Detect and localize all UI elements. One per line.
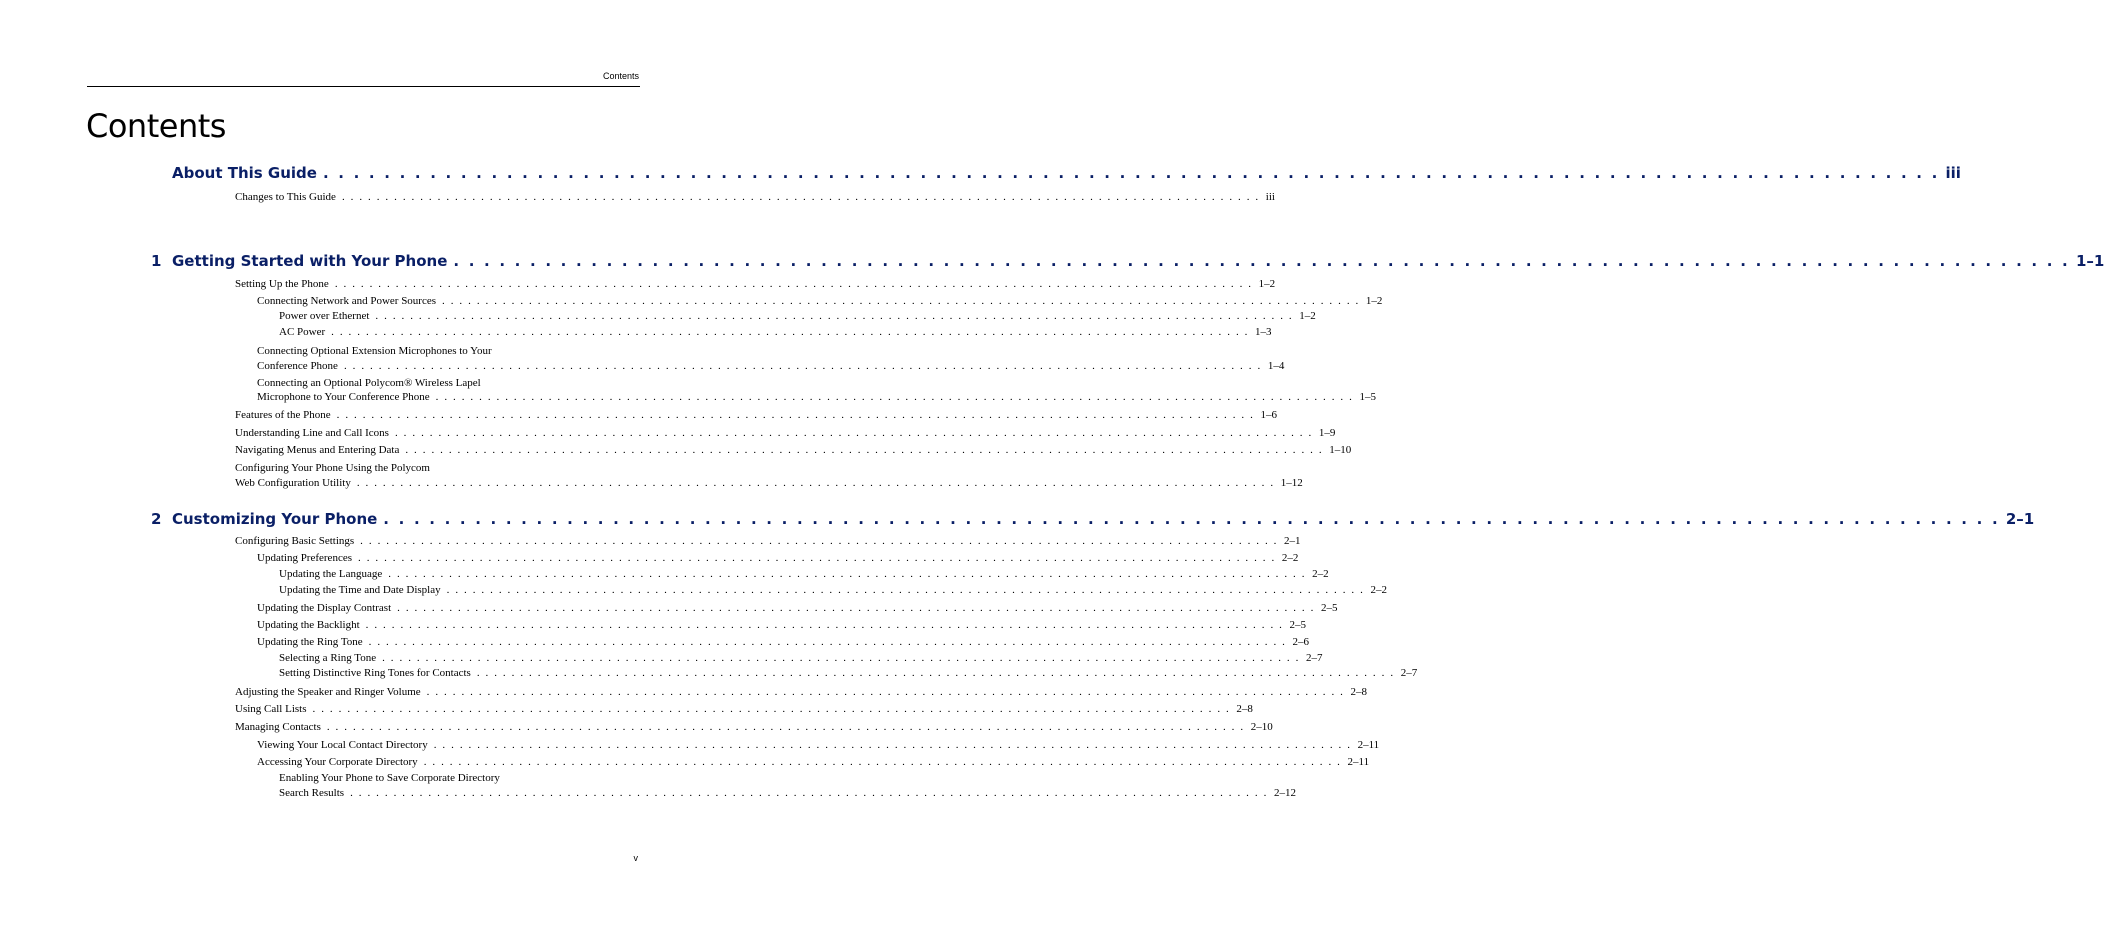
toc-distinct-ring-title: Setting Distinctive Ring Tones for Contacts	[279, 667, 471, 679]
toc-leader: . . . . . . . . . . . . . . . . . . . . . . . . . . . . . . . . . . . . . . . . . . . . . . . . . . . . . . . . . . . . . . . . . . . . . . . . . . . . . . . . . . . . . . . . . . . . . . . . . . . . . . . . . .	[334, 278, 1253, 290]
toc-ext-mic-line1: Connecting Optional Extension Microphones to Your	[257, 345, 492, 357]
toc-leader: . . . . . . . . . . . . . . . . . . . . . . . . . . . . . . . . . . . . . . . . . . . . . . . . . . . . . . . . . . . . . . . . . . . . . . . . . . . . . . . . . . . . . . . . . . . . . . . . . . . . . . . . . .	[405, 444, 1324, 456]
toc-setup-title: Setting Up the Phone	[235, 278, 329, 290]
toc-lang-page: 2–2	[1312, 568, 1329, 580]
toc-save-corp-page: 2–12	[1273, 787, 1296, 799]
toc-volume-title: Adjusting the Speaker and Ringer Volume	[235, 686, 421, 698]
toc-ring[interactable]	[257, 636, 1310, 648]
toc-basic-page: 2–1	[1284, 535, 1301, 547]
toc-ac-power[interactable]	[279, 326, 1272, 338]
toc-leader: . . . . . . . . . . . . . . . . . . . . . . . . . . . . . . . . . . . . . . . . . . . . . . . . . . . . . . . . . . . . . . . . . . . . . . . . . . . . . . . . . . . . . . . . . . . . . . . . . . . . . . . . . .	[331, 326, 1249, 338]
toc-lapel-title: Microphone to Your Conference Phone	[257, 391, 430, 403]
toc-leader: . . . . . . . . . . . . . . . . . . . . . . . . . . . . . . . . . . . . . . . . . . . . . . . . . . . . . . . . . . . . . . . . . . . . . . . . . . . . . . . . . . . . . . . . . . . . . . . . . . . . . . . . . .	[476, 667, 1395, 679]
toc-lang-title: Updating the Language	[279, 568, 383, 580]
toc-time[interactable]	[279, 584, 1387, 596]
toc-lapel-page: 1–5	[1359, 391, 1376, 403]
toc-leader: . . . . . . . . . . . . . . . . . . . . . . . . . . . . . . . . . . . . . . . . . . . . . . . . . . . . . . . . . . . . . . . . . . . . . . . . . . . . . . . . . . . . . . . . . . . . . . . . . . . . . . . . . .	[336, 409, 1255, 421]
toc-leader: . . . . . . . . . . . . . . . . . . . . . . . . . . . . . . . . . . . . . . . . . . . . . . . . . . . . . . . . . . . . . . . . . . . . . . . . . . . . . . . . . . . . . . . . . . . . . . . . . . . . . . . . . .	[368, 636, 1287, 648]
toc-connect-net-title: Connecting Network and Power Sources	[257, 295, 437, 307]
toc-save-corp-line1: Enabling Your Phone to Save Corporate Directory	[279, 772, 500, 784]
toc-lapel[interactable]	[257, 391, 1376, 403]
toc-time-title: Updating the Time and Date Display	[279, 584, 441, 596]
toc-chapter-1[interactable]	[172, 252, 2104, 270]
toc-call-lists[interactable]	[235, 703, 1253, 715]
toc-icons-page: 1–9	[1318, 427, 1336, 439]
toc-prefs-page: 2–2	[1281, 552, 1299, 564]
toc-contrast-page: 2–5	[1320, 602, 1338, 614]
toc-corp-dir[interactable]	[257, 756, 1370, 768]
toc-leader: . . . . . . . . . . . . . . . . . . . . . . . . . . . . . . . . . . . . . . . . . . . . . . . . . . . . . . . . . . . . . . . . . . . . . . . . . . . . . . . . . . . . . . . . . . . . . . . . . . . . . . . . . .	[423, 756, 1342, 768]
toc-leader: . . . . . . . . . . . . . . . . . . . . . . . . . . . . . . . . . . . . . . . . . . . . . . . . . . . . . . . . . . . . . . . . . . . . . . . . . . . . . . . . . . . . . . . . . . . . . . . . . . . . . . . . . .	[343, 360, 1262, 372]
toc-corp-dir-title: Accessing Your Corporate Directory	[257, 756, 418, 768]
toc-leader: . . . . . . . . . . . . . . . . . . . . . . . . . . . . . . . . . . . . . . . . . . . . . . . . . . . . . . . . . . . . . . . . . . . . . . . . . . . . . . . . . . . . . . . . . . . . . . . . . . . . . . . . . .	[394, 427, 1313, 439]
toc-connect-net[interactable]	[257, 295, 1383, 307]
toc-leader: . . . . . . . . . . . . . . . . . . . . . . . . . . . . . . . . . . . . . . . . . . . . . . . . . . . . . . . . . . . . . . . . . . . . . . . . . . . . . . . . . . . . . . . . . . . . . . . . . . . . . . . . . .	[435, 391, 1354, 403]
toc-prefs-title: Updating Preferences	[257, 552, 352, 564]
toc-call-lists-page: 2–8	[1236, 703, 1253, 715]
toc-icons[interactable]	[235, 427, 1336, 439]
header-rule	[87, 86, 640, 87]
chapter-1-number: 1	[151, 252, 162, 270]
toc-leader: . . . . . . . . . . . . . . . . . . . . . . . . . . . . . . . . . . . . . . . . . . . . . . . . . . . . . . . . . . . . . . . . . . . . . . . . . . . . . . . . . . . . . . . . . . . . . . . . . . . . . . . . . .	[375, 310, 1294, 322]
toc-leader: . . . . . . . . . . . . . . . . . . . . . . . . . . . . . . . . . . . . . . . . . . . . . . . . . . . . . . . . . . . . . . . . . . . . . . . . . . . . . . . . . . . . . . . . . . . . . . . . . . . . . . . . . .	[365, 619, 1284, 631]
toc-poe[interactable]	[279, 310, 1316, 322]
toc-ext-mic-title: Conference Phone	[257, 360, 338, 372]
toc-contrast[interactable]	[257, 602, 1338, 614]
toc-ring-page: 2–6	[1292, 636, 1310, 648]
toc-leader: . . . . . . . . . . . . . . . . . . . . . . . . . . . . . . . . . . . . . . . . . . . . . . . . . . . . . . . . . . . . . . . . . . . . . . . . . . . . . . . . . . . . . . . . . . . . . . . . . . . . . . . . . .	[358, 552, 1276, 564]
toc-ring-title: Updating the Ring Tone	[257, 636, 363, 648]
toc-leader: . . . . . . . . . . . . . . . . . . . . . . . . . . . . . . . . . . . . . . . . . . . . . . . . . . . . . . . . . . . . . . . . . . . . . . . . . . . . . . . . . . . . . . . . . . . . . . . . . . . . . . . . . .	[383, 510, 2000, 528]
toc-basic-title: Configuring Basic Settings	[235, 535, 355, 547]
running-header: Contents	[602, 71, 639, 81]
toc-features[interactable]	[235, 409, 1277, 421]
toc-features-page: 1–6	[1260, 409, 1277, 421]
toc-contrast-title: Updating the Display Contrast	[257, 602, 392, 614]
toc-leader: . . . . . . . . . . . . . . . . . . . . . . . . . . . . . . . . . . . . . . . . . . . . . . . . . . . . . . . . . . . . . . . . . . . . . . . . . . . . . . . . . . . . . . . . . . . . . . . . . . . . . . . . . .	[388, 568, 1307, 580]
toc-leader: . . . . . . . . . . . . . . . . . . . . . . . . . . . . . . . . . . . . . . . . . . . . . . . . . . . . . . . . . . . . . . . . . . . . . . . . . . . . . . . . . . . . . . . . . . . . . . . . . . . . . . . . . .	[433, 739, 1352, 751]
toc-poe-title: Power over Ethernet	[279, 310, 370, 322]
toc-backlight[interactable]	[257, 619, 1307, 631]
toc-select-ring[interactable]	[279, 652, 1323, 664]
toc-contacts-page: 2–10	[1250, 721, 1273, 733]
toc-leader: . . . . . . . . . . . . . . . . . . . . . . . . . . . . . . . . . . . . . . . . . . . . . . . . . . . . . . . . . . . . . . . . . . . . . . . . . . . . . . . . . . . . . . . . . . . . . . . . . . . . . . . . . .	[446, 584, 1365, 596]
toc-time-page: 2–2	[1370, 584, 1387, 596]
toc-lapel-line1: Connecting an Optional Polycom® Wireless Lapel	[257, 377, 481, 389]
toc-chapter-2[interactable]	[172, 510, 2035, 528]
toc-prefs[interactable]	[257, 552, 1299, 564]
toc-leader: . . . . . . . . . . . . . . . . . . . . . . . . . . . . . . . . . . . . . . . . . . . . . . . . . . . . . . . . . . . . . . . . . . . . . . . . . . . . . . . . . . . . . . . . . . . . . . . . . . . . . . . . . .	[322, 164, 1940, 182]
toc-volume[interactable]	[235, 686, 1368, 698]
toc-chapter-1-page: 1–1	[2075, 252, 2104, 270]
toc-webcfg-line1: Configuring Your Phone Using the Polycom	[235, 462, 430, 474]
toc-leader: . . . . . . . . . . . . . . . . . . . . . . . . . . . . . . . . . . . . . . . . . . . . . . . . . . . . . . . . . . . . . . . . . . . . . . . . . . . . . . . . . . . . . . . . . . . . . . . . . . . . . . . . . .	[312, 703, 1231, 715]
toc-leader: . . . . . . . . . . . . . . . . . . . . . . . . . . . . . . . . . . . . . . . . . . . . . . . . . . . . . . . . . . . . . . . . . . . . . . . . . . . . . . . . . . . . . . . . . . . . . . . . . . . . . . . . . .	[426, 686, 1345, 698]
toc-leader: . . . . . . . . . . . . . . . . . . . . . . . . . . . . . . . . . . . . . . . . . . . . . . . . . . . . . . . . . . . . . . . . . . . . . . . . . . . . . . . . . . . . . . . . . . . . . . . . . . . . . . . . . .	[453, 252, 2070, 270]
toc-icons-title: Understanding Line and Call Icons	[235, 427, 389, 439]
toc-distinct-ring[interactable]	[279, 667, 1418, 679]
toc-changes-page: iii	[1265, 191, 1275, 203]
toc-local-dir-title: Viewing Your Local Contact Directory	[257, 739, 428, 751]
toc-webcfg-page: 1–12	[1280, 477, 1303, 489]
toc-changes-title: Changes to This Guide	[235, 191, 336, 203]
toc-leader: . . . . . . . . . . . . . . . . . . . . . . . . . . . . . . . . . . . . . . . . . . . . . . . . . . . . . . . . . . . . . . . . . . . . . . . . . . . . . . . . . . . . . . . . . . . . . . . . . . . . . . . . . .	[360, 535, 1279, 547]
toc-webcfg[interactable]	[235, 477, 1303, 489]
toc-backlight-page: 2–5	[1289, 619, 1307, 631]
toc-connect-net-page: 1–2	[1365, 295, 1383, 307]
toc-leader: . . . . . . . . . . . . . . . . . . . . . . . . . . . . . . . . . . . . . . . . . . . . . . . . . . . . . . . . . . . . . . . . . . . . . . . . . . . . . . . . . . . . . . . . . . . . . . . . . . . . . . . . . .	[326, 721, 1245, 733]
page-number: v	[633, 853, 638, 863]
toc-setup-page: 1–2	[1258, 278, 1276, 290]
toc-menus-page: 1–10	[1329, 444, 1352, 456]
toc-about[interactable]	[172, 164, 1961, 182]
toc-leader: . . . . . . . . . . . . . . . . . . . . . . . . . . . . . . . . . . . . . . . . . . . . . . . . . . . . . . . . . . . . . . . . . . . . . . . . . . . . . . . . . . . . . . . . . . . . . . . . . . . . . . . . . .	[442, 295, 1360, 307]
toc-local-dir-page: 2–11	[1357, 739, 1380, 751]
toc-chapter-2-page: 2–1	[2005, 510, 2035, 528]
toc-contacts[interactable]	[235, 721, 1273, 733]
toc-select-ring-page: 2–7	[1305, 652, 1323, 664]
toc-webcfg-title: Web Configuration Utility	[235, 477, 351, 489]
page-title: Contents	[86, 107, 226, 145]
toc-distinct-ring-page: 2–7	[1400, 667, 1418, 679]
toc-select-ring-title: Selecting a Ring Tone	[279, 652, 377, 664]
toc-features-title: Features of the Phone	[235, 409, 331, 421]
toc-poe-page: 1–2	[1299, 310, 1316, 322]
toc-save-corp-title: Search Results	[279, 787, 345, 799]
toc-backlight-title: Updating the Backlight	[257, 619, 360, 631]
toc-basic[interactable]	[235, 535, 1301, 547]
toc-leader: . . . . . . . . . . . . . . . . . . . . . . . . . . . . . . . . . . . . . . . . . . . . . . . . . . . . . . . . . . . . . . . . . . . . . . . . . . . . . . . . . . . . . . . . . . . . . . . . . . . . . . . . . .	[341, 191, 1260, 203]
toc-leader: . . . . . . . . . . . . . . . . . . . . . . . . . . . . . . . . . . . . . . . . . . . . . . . . . . . . . . . . . . . . . . . . . . . . . . . . . . . . . . . . . . . . . . . . . . . . . . . . . . . . . . . . . .	[350, 787, 1268, 799]
toc-about-title: About This Guide	[172, 164, 317, 182]
toc-about-page: iii	[1945, 164, 1961, 182]
toc-ext-mic-page: 1–4	[1267, 360, 1285, 372]
toc-ac-power-title: AC Power	[279, 326, 326, 338]
toc-leader: . . . . . . . . . . . . . . . . . . . . . . . . . . . . . . . . . . . . . . . . . . . . . . . . . . . . . . . . . . . . . . . . . . . . . . . . . . . . . . . . . . . . . . . . . . . . . . . . . . . . . . . . . .	[382, 652, 1300, 664]
toc-corp-dir-page: 2–11	[1347, 756, 1370, 768]
toc-local-dir[interactable]	[257, 739, 1380, 751]
toc-chapter-1-title: Getting Started with Your Phone	[172, 252, 448, 270]
toc-setup[interactable]	[235, 278, 1276, 290]
toc-contacts-title: Managing Contacts	[235, 721, 321, 733]
toc-ac-power-page: 1–3	[1255, 326, 1272, 338]
toc-menus[interactable]	[235, 444, 1352, 456]
toc-call-lists-title: Using Call Lists	[235, 703, 307, 715]
toc-changes[interactable]	[235, 191, 1275, 203]
toc-volume-page: 2–8	[1350, 686, 1368, 698]
toc-leader: . . . . . . . . . . . . . . . . . . . . . . . . . . . . . . . . . . . . . . . . . . . . . . . . . . . . . . . . . . . . . . . . . . . . . . . . . . . . . . . . . . . . . . . . . . . . . . . . . . . . . . . . . .	[356, 477, 1275, 489]
toc-chapter-2-title: Customizing Your Phone	[172, 510, 378, 528]
toc-save-corp[interactable]	[279, 787, 1296, 799]
chapter-2-number: 2	[151, 510, 162, 528]
toc-lang[interactable]	[279, 568, 1329, 580]
toc-leader: . . . . . . . . . . . . . . . . . . . . . . . . . . . . . . . . . . . . . . . . . . . . . . . . . . . . . . . . . . . . . . . . . . . . . . . . . . . . . . . . . . . . . . . . . . . . . . . . . . . . . . . . . .	[397, 602, 1315, 614]
toc-menus-title: Navigating Menus and Entering Data	[235, 444, 400, 456]
toc-ext-mic[interactable]	[257, 360, 1285, 372]
